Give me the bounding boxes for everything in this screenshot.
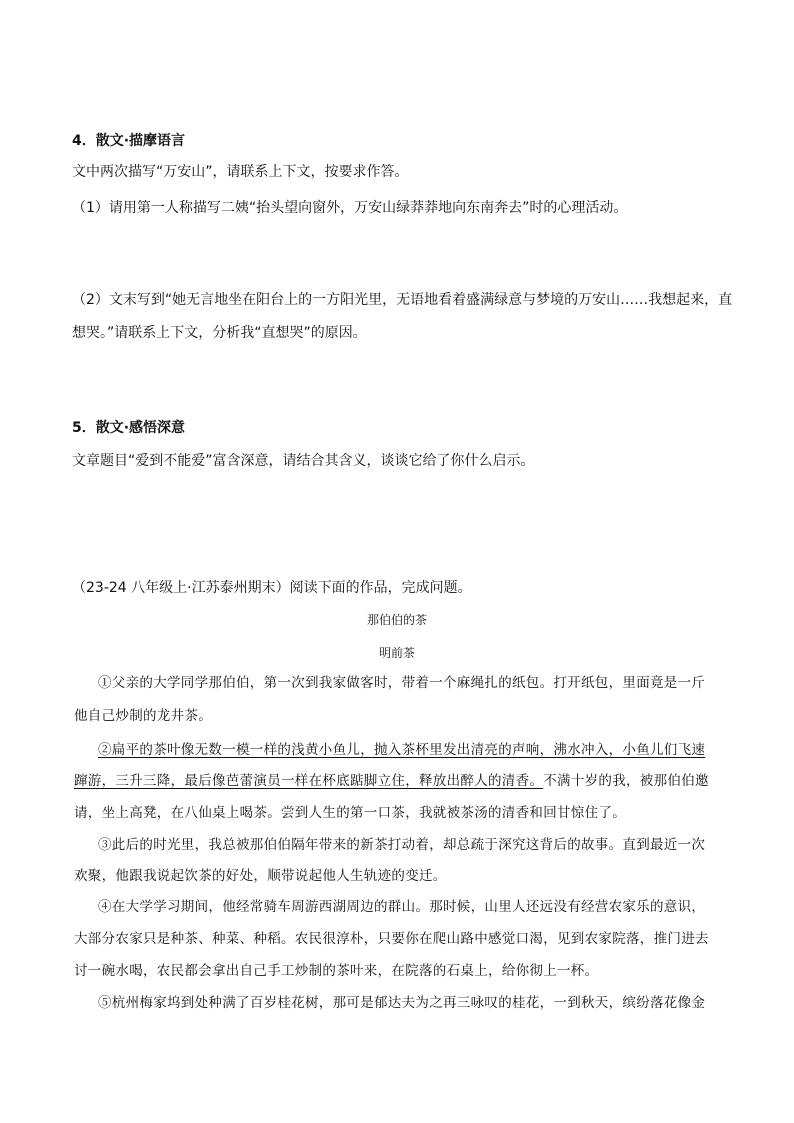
question-4-sub-2-line-2: 想哭。”请联系上下文，分析我“直想哭”的原因。 [72,325,367,341]
passage-title: 那伯伯的茶 [366,613,427,627]
paragraph-5-line-1: ⑤杭州梅家坞到处种满了百岁桂花树，那可是郁达夫为之再三咏叹的桂花，一到秋天，缤纷落花像金 [98,995,706,1011]
passage-author: 明前茶 [378,646,415,660]
paragraph-2-line-3: 请，坐上高凳，在八仙桌上喝茶。尝到人生的第一口茶，我就被茶汤的清香和回甘惊住了。 [74,805,626,821]
question-5-heading: 5．散文·感悟深意 [72,420,186,436]
paragraph-4-line-1: ④在大学学习期间，他经常骑车周游西湖周边的群山。那时候，山里人还远没有经营农家乐的意识， [98,899,706,915]
paragraph-2-line-2 [74,771,722,791]
question-4-sub-1: （1）请用第一人称描写二姨“抬头望向窗外，万安山绿莽莽地向东南奔去”时的心理活动。 [72,200,628,216]
passage-intro: （23-24 八年级上·江苏泰州期末）阅读下面的作品，完成问题。 [72,580,472,596]
paragraph-4-line-3: 讨一碗水喝，农民都会拿出自己手工炒制的茶叶来，在院落的石桌上，给你彻上一杯。 [74,963,599,979]
paragraph-2-line-2-underlined: 蹿游，三升三降，最后像芭蕾演员一样在杯底踮脚立住，释放出醉人的清香。 [74,773,544,789]
paragraph-4-line-2: 大部分农家只是种茶、种菜、种稻。农民很淳朴，只要你在爬山路中感觉口渴，见到农家院落，推门进去 [74,931,709,947]
paragraph-2-line-2-rest: 不满十岁的我，被那伯伯邀 [543,773,709,789]
paragraph-3-line-2: 欢聚，他跟我说起饮茶的好处，顺带说起他人生轨迹的变迁。 [74,868,447,884]
paragraph-1-line-2: 他自己炒制的龙井茶。 [74,708,212,724]
paragraph-3-line-1: ③此后的时光里，我总被那伯伯隔年带来的新茶打动着，却总疏于深究这背后的故事。直到最近一次 [98,837,706,853]
question-4-heading: 4．散文·描摩语言 [72,133,186,149]
question-5-prompt: 文章题目“爱到不能爱”富含深意，请结合其含义，谈谈它给了你什么启示。 [72,453,535,469]
question-4-sub-2-line-1: （2）文末写到“她无言地坐在阳台上的一方阳光里，无语地看着盛满绿意与梦境的万安山……我想起来，直 [72,292,733,308]
paragraph-1-line-1: ①父亲的大学同学那伯伯，第一次到我家做客时，带着一个麻绳扎的纸包。打开纸包，里面竟是一斤 [98,675,706,691]
question-4-prompt: 文中两次描写“万安山”，请联系上下文，按要求作答。 [72,164,409,180]
paragraph-2-line-1-underlined: ②扁平的茶叶像无数一模一样的浅黄小鱼儿，抛入茶杯里发出清亮的声响，沸水冲入，小鱼儿们飞速 [98,742,706,758]
